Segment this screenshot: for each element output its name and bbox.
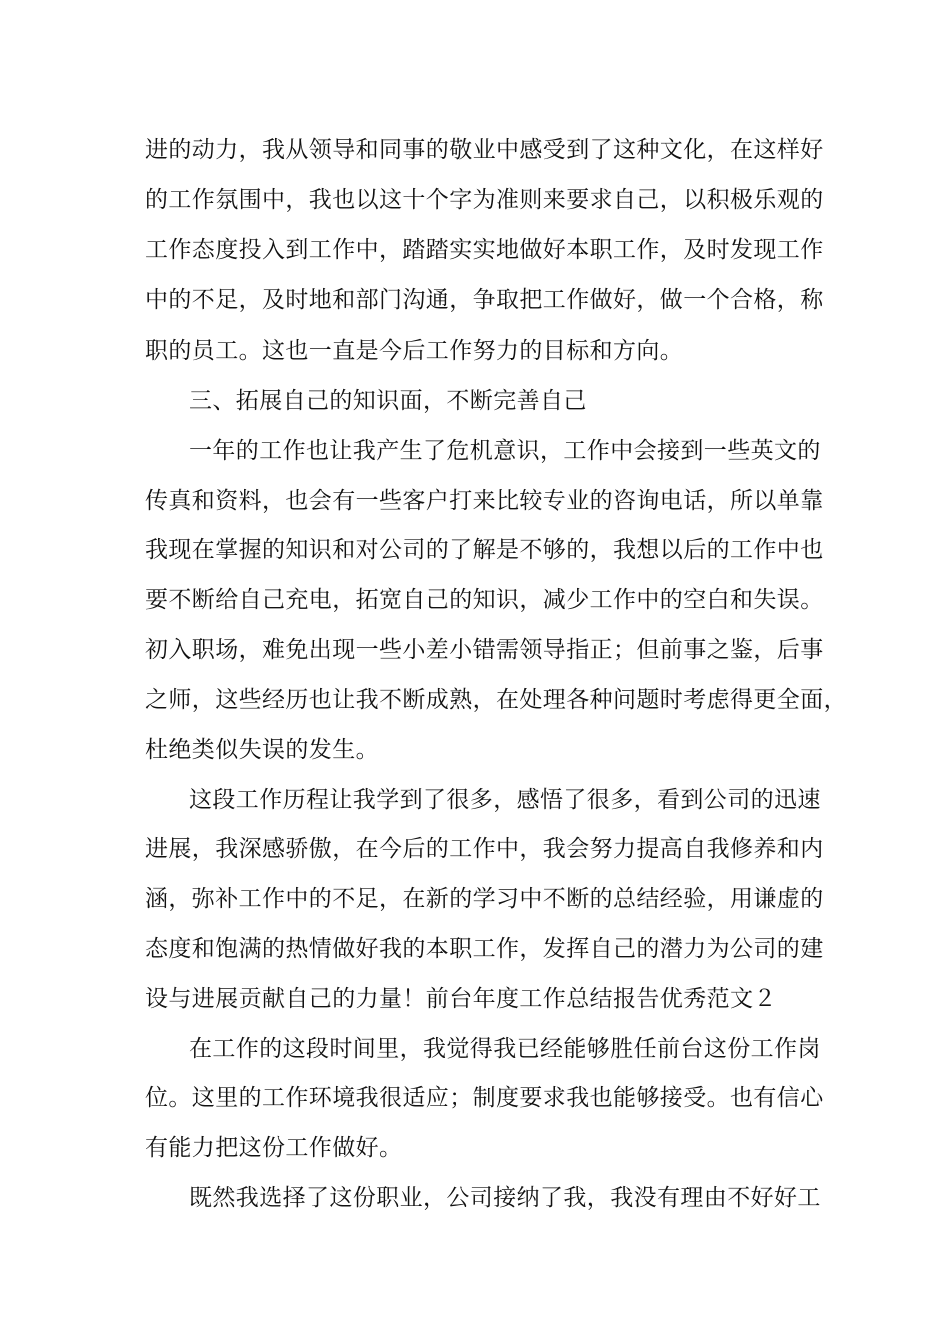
text-line: 杜绝类似失误的发生。	[145, 737, 379, 763]
text-line: 要不断给自己充电，拓宽自己的知识，减少工作中的空白和失误。	[145, 587, 824, 613]
text-line: 的工作氛围中，我也以这十个字为准则来要求自己，以积极乐观的	[145, 187, 824, 213]
text-line: 设与进展贡献自己的力量！前台年度工作总结报告优秀范文２	[145, 986, 777, 1012]
text-line: 工作态度投入到工作中，踏踏实实地做好本职工作，及时发现工作	[145, 237, 824, 263]
text-line: 态度和饱满的热情做好我的本职工作，发挥自己的潜力为公司的建	[145, 936, 824, 962]
text-line: 一年的工作也让我产生了危机意识，工作中会接到一些英文的	[189, 438, 821, 464]
text-line: 中的不足，及时地和部门沟通，争取把工作做好，做一个合格，称	[145, 287, 824, 313]
text-line: 既然我选择了这份职业，公司接纳了我，我没有理由不好好工	[189, 1185, 821, 1211]
text-line: 职的员工。这也一直是今后工作努力的目标和方向。	[145, 338, 684, 364]
text-line: 进的动力，我从领导和同事的敬业中感受到了这种文化，在这样好	[145, 137, 824, 163]
text-line: 进展，我深感骄傲，在今后的工作中，我会努力提高自我修养和内	[145, 836, 824, 862]
text-line: 在工作的这段时间里，我觉得我已经能够胜任前台这份工作岗	[189, 1036, 821, 1062]
text-line: 涵，弥补工作中的不足，在新的学习中不断的总结经验，用谦虚的	[145, 886, 824, 912]
section-heading: 三、拓展自己的知识面，不断完善自己	[189, 388, 587, 414]
text-line: 这段工作历程让我学到了很多，感悟了很多，看到公司的迅速	[189, 787, 821, 813]
text-line: 有能力把这份工作做好。	[145, 1135, 403, 1161]
text-line: 我现在掌握的知识和对公司的了解是不够的，我想以后的工作中也	[145, 537, 824, 563]
text-line: 位。这里的工作环境我很适应；制度要求我也能够接受。也有信心	[145, 1085, 824, 1111]
text-line: 初入职场，难免出现一些小差小错需领导指正；但前事之鉴，后事	[145, 637, 824, 663]
text-line: 之师，这些经历也让我不断成熟，在处理各种问题时考虑得更全面，	[145, 687, 847, 713]
text-line: 传真和资料，也会有一些客户打来比较专业的咨询电话，所以单靠	[145, 488, 824, 514]
